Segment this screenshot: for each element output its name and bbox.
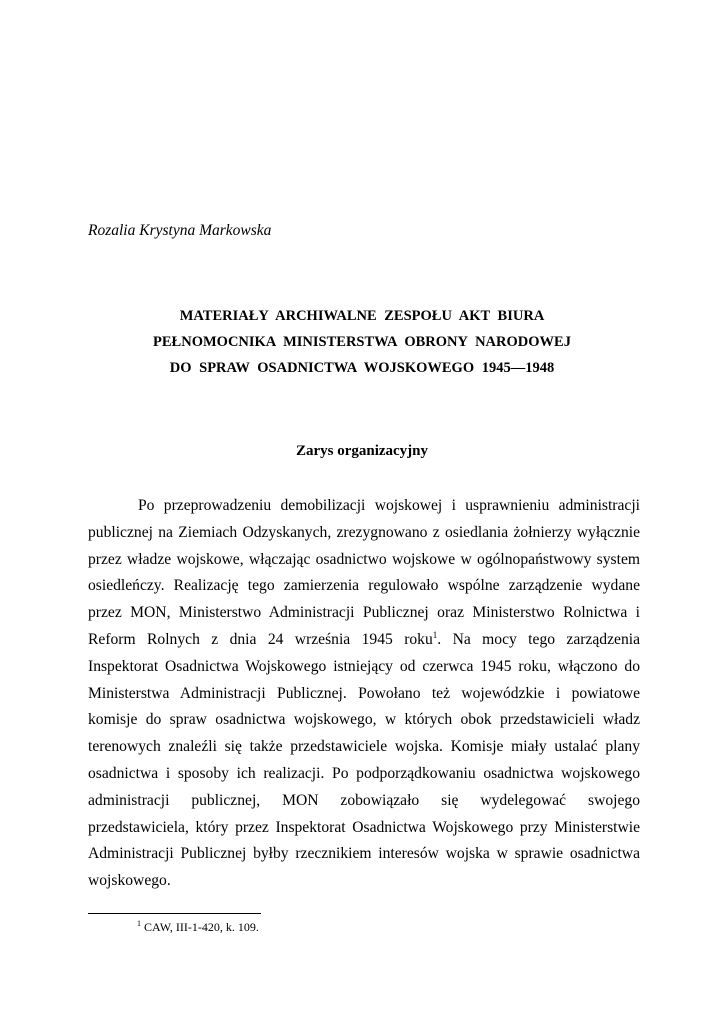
- paragraph-line: terenowych znaleźli się także przedstawiciele wojska. Komisje miały ustalać plany: [88, 738, 640, 756]
- footnote: [137, 919, 259, 935]
- paragraph-line: wojskowego.: [88, 872, 171, 890]
- body-paragraph: [88, 493, 640, 895]
- paragraph-line: [88, 627, 640, 654]
- title-line: DO SPRAW OSADNICTWA WOJSKOWEGO 1945—1948: [169, 360, 555, 376]
- paragraph-text: Reform Rolnych z dnia 24 września 1945 roku: [88, 630, 433, 648]
- paragraph-line: publicznej na Ziemiach Odzyskanych, zrezygnowano z osiedlania żołnierzy wyłącznie: [88, 523, 640, 541]
- document-title: [0, 303, 724, 381]
- footnote-separator: [88, 913, 261, 914]
- footnote-text: CAW, III-1-420, k. 109.: [141, 920, 259, 934]
- paragraph-line: osiedleńczy. Realizację tego zamierzenia regulowało wspólne zarządzenie wydane: [88, 577, 640, 595]
- paragraph-line: administracji publicznej, MON zobowiązało się wydelegować swojego: [88, 791, 640, 809]
- paragraph-line: Po przeprowadzeniu demobilizacji wojskowej i usprawnieniu administracji: [138, 497, 640, 514]
- paragraph-line: przedstawiciela, który przez Inspektorat Osadnictwa Wojskowego przy Ministerstwie: [88, 818, 640, 836]
- paragraph-line: komisje do spraw osadnictwa wojskowego, w których obok przedstawicieli władz: [88, 711, 640, 729]
- title-line: MATERIAŁY ARCHIWALNE ZESPOŁU AKT BIURA: [179, 308, 545, 324]
- paragraph-line: osadnictwa i sposoby ich realizacji. Po podporządkowaniu osadnictwa wojskowego: [88, 764, 640, 782]
- footnote-number: 1: [137, 919, 141, 928]
- section-heading: Zarys organizacyjny: [295, 443, 429, 459]
- paragraph-text: . Na mocy tego zarządzenia: [437, 630, 640, 648]
- paragraph-line: przez władze wojskowe, włączając osadnictwo wojskowe w ogólnopaństwowy system: [88, 550, 640, 568]
- author-name: Rozalia Krystyna Markowska: [88, 222, 272, 239]
- paragraph-line: przez MON, Ministerstwo Administracji Publicznej oraz Ministerstwo Rolnictwa i: [88, 604, 640, 622]
- footnote-reference: 1: [432, 629, 438, 640]
- paragraph-line: Inspektorat Osadnictwa Wojskowego istniejący od czerwca 1945 roku, włączono do: [88, 657, 640, 675]
- paragraph-line: Ministerstwa Administracji Publicznej. Powołano też wojewódzkie i powiatowe: [88, 684, 640, 702]
- title-line: PEŁNOMOCNIKA MINISTERSTWA OBRONY NARODOWEJ: [153, 334, 571, 350]
- paragraph-line: Administracji Publicznej byłby rzecznikiem interesów wojska w sprawie osadnictwa: [88, 845, 640, 863]
